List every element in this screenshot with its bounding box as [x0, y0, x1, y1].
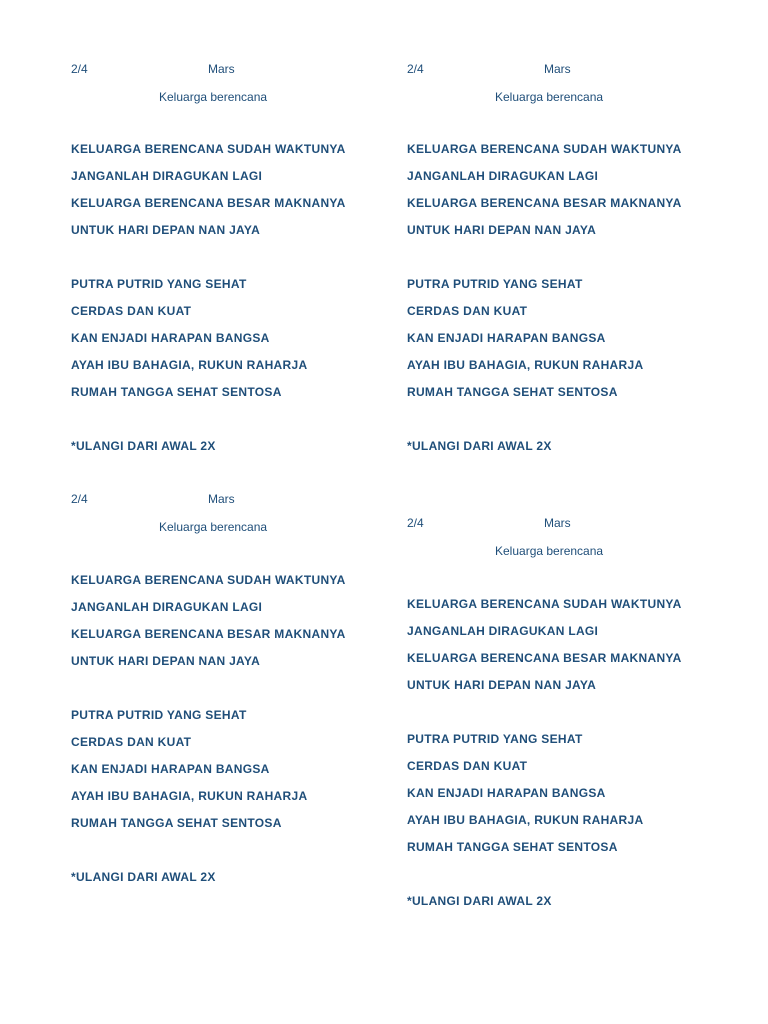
- repeat-instruction: *ULANGI DARI AWAL 2X: [71, 870, 216, 884]
- lyric-line: KELUARGA BERENCANA SUDAH WAKTUNYA: [71, 573, 346, 587]
- lyrics-block-bottom-left: [71, 492, 401, 897]
- lyric-line: KELUARGA BERENCANA SUDAH WAKTUNYA: [407, 142, 682, 156]
- song-title: Keluarga berencana: [495, 544, 604, 558]
- lyric-line: KELUARGA BERENCANA BESAR MAKNANYA: [71, 627, 346, 641]
- lyric-line: KAN ENJADI HARAPAN BANGSA: [407, 331, 606, 345]
- lyric-line: CERDAS DAN KUAT: [71, 735, 192, 749]
- time-signature: 2/4: [407, 516, 424, 530]
- lyric-line: KAN ENJADI HARAPAN BANGSA: [407, 786, 606, 800]
- song-title: Keluarga berencana: [159, 90, 268, 104]
- repeat-instruction: *ULANGI DARI AWAL 2X: [407, 894, 552, 908]
- lyric-line: KAN ENJADI HARAPAN BANGSA: [71, 762, 270, 776]
- lyric-line: JANGANLAH DIRAGUKAN LAGI: [407, 169, 599, 183]
- lyric-line: JANGANLAH DIRAGUKAN LAGI: [71, 169, 263, 183]
- genre-label: Mars: [208, 62, 235, 76]
- song-meta: [71, 492, 401, 520]
- lyric-line: CERDAS DAN KUAT: [407, 759, 528, 773]
- lyric-line: KELUARGA BERENCANA BESAR MAKNANYA: [407, 651, 682, 665]
- lyrics-block-top-left: [71, 62, 401, 466]
- lyric-line: JANGANLAH DIRAGUKAN LAGI: [407, 624, 599, 638]
- lyric-line: AYAH IBU BAHAGIA, RUKUN RAHARJA: [71, 789, 308, 803]
- song-title: Keluarga berencana: [159, 520, 268, 534]
- lyric-line: KELUARGA BERENCANA BESAR MAKNANYA: [407, 196, 682, 210]
- repeat-instruction: *ULANGI DARI AWAL 2X: [71, 439, 216, 453]
- lyric-line: CERDAS DAN KUAT: [407, 304, 528, 318]
- song-title: Keluarga berencana: [495, 90, 604, 104]
- lyric-line: RUMAH TANGGA SEHAT SENTOSA: [71, 816, 282, 830]
- lyric-line: PUTRA PUTRID YANG SEHAT: [71, 708, 247, 722]
- lyrics-block-bottom-right: [407, 516, 737, 921]
- lyric-line: KELUARGA BERENCANA BESAR MAKNANYA: [71, 196, 346, 210]
- lyric-line: AYAH IBU BAHAGIA, RUKUN RAHARJA: [71, 358, 308, 372]
- lyric-line: UNTUK HARI DEPAN NAN JAYA: [407, 223, 597, 237]
- lyric-line: KELUARGA BERENCANA SUDAH WAKTUNYA: [71, 142, 346, 156]
- lyric-line: JANGANLAH DIRAGUKAN LAGI: [71, 600, 263, 614]
- lyric-line: RUMAH TANGGA SEHAT SENTOSA: [407, 840, 618, 854]
- song-meta: [71, 62, 401, 90]
- lyric-line: KELUARGA BERENCANA SUDAH WAKTUNYA: [407, 597, 682, 611]
- lyric-line: KAN ENJADI HARAPAN BANGSA: [71, 331, 270, 345]
- song-meta: [407, 516, 737, 544]
- lyric-line: PUTRA PUTRID YANG SEHAT: [407, 732, 583, 746]
- time-signature: 2/4: [71, 492, 88, 506]
- lyric-line: CERDAS DAN KUAT: [71, 304, 192, 318]
- lyric-line: AYAH IBU BAHAGIA, RUKUN RAHARJA: [407, 358, 644, 372]
- song-meta: [407, 62, 737, 90]
- lyric-line: UNTUK HARI DEPAN NAN JAYA: [71, 223, 261, 237]
- lyric-line: UNTUK HARI DEPAN NAN JAYA: [407, 678, 597, 692]
- time-signature: 2/4: [407, 62, 424, 76]
- repeat-instruction: *ULANGI DARI AWAL 2X: [407, 439, 552, 453]
- genre-label: Mars: [544, 62, 571, 76]
- lyric-line: AYAH IBU BAHAGIA, RUKUN RAHARJA: [407, 813, 644, 827]
- lyric-line: PUTRA PUTRID YANG SEHAT: [407, 277, 583, 291]
- lyric-line: RUMAH TANGGA SEHAT SENTOSA: [407, 385, 618, 399]
- genre-label: Mars: [208, 492, 235, 506]
- lyric-line: PUTRA PUTRID YANG SEHAT: [71, 277, 247, 291]
- lyric-line: UNTUK HARI DEPAN NAN JAYA: [71, 654, 261, 668]
- genre-label: Mars: [544, 516, 571, 530]
- lyric-line: RUMAH TANGGA SEHAT SENTOSA: [71, 385, 282, 399]
- time-signature: 2/4: [71, 62, 88, 76]
- lyrics-block-top-right: [407, 62, 737, 466]
